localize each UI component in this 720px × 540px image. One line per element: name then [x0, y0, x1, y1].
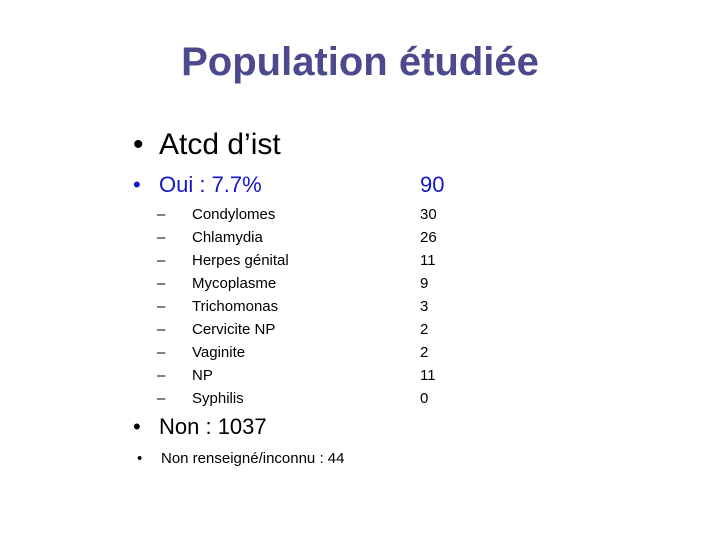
- item-count: 3: [420, 298, 429, 315]
- list-item: [157, 295, 457, 318]
- list-item: [157, 226, 457, 249]
- bullet-marker: •: [137, 450, 143, 467]
- item-label: Trichomonas: [192, 298, 279, 315]
- list-item: [157, 249, 457, 272]
- bullet-oui: [133, 172, 262, 198]
- list-item: [157, 203, 457, 226]
- bullet-text: Oui : 7.7%: [159, 172, 262, 197]
- item-label: Condylomes: [192, 206, 276, 223]
- item-label: NP: [192, 367, 213, 384]
- bullet-text: Non renseigné/inconnu : 44: [161, 450, 345, 467]
- dash-marker: –: [157, 298, 166, 315]
- item-label: Herpes génital: [192, 252, 289, 269]
- slide-title: Population étudiée: [181, 40, 539, 84]
- bullet-marker: •: [133, 172, 141, 197]
- item-count: 11: [420, 252, 436, 269]
- item-count: 11: [420, 367, 436, 384]
- dash-marker: –: [157, 275, 166, 292]
- dash-marker: –: [157, 206, 166, 223]
- dash-marker: –: [157, 344, 166, 361]
- dash-marker: –: [157, 367, 166, 384]
- item-count: 9: [420, 275, 429, 292]
- oui-count: 90: [420, 172, 445, 197]
- item-label: Cervicite NP: [192, 321, 276, 338]
- dash-marker: –: [157, 390, 166, 407]
- bullet-non-renseigne: [137, 450, 344, 467]
- item-count: 2: [420, 344, 429, 361]
- item-count: 30: [420, 206, 437, 223]
- item-label: Chlamydia: [192, 229, 263, 246]
- item-count: 26: [420, 229, 437, 246]
- list-item: [157, 272, 457, 295]
- bullet-text: Non : 1037: [159, 414, 267, 439]
- item-count: 2: [420, 321, 429, 338]
- list-item: [157, 318, 457, 341]
- item-count: 0: [420, 390, 429, 407]
- sub-item-list: [157, 203, 457, 410]
- bullet-atcd-ist: [133, 128, 281, 162]
- bullet-text: Atcd d’ist: [159, 128, 281, 161]
- bullet-marker: •: [133, 128, 144, 161]
- dash-marker: –: [157, 252, 166, 269]
- list-item: [157, 387, 457, 410]
- item-label: Syphilis: [192, 390, 244, 407]
- dash-marker: –: [157, 229, 166, 246]
- list-item: [157, 364, 457, 387]
- list-item: [157, 341, 457, 364]
- bullet-non: [133, 414, 267, 440]
- dash-marker: –: [157, 321, 166, 338]
- item-label: Vaginite: [192, 344, 246, 361]
- bullet-marker: •: [133, 414, 141, 439]
- item-label: Mycoplasme: [192, 275, 277, 292]
